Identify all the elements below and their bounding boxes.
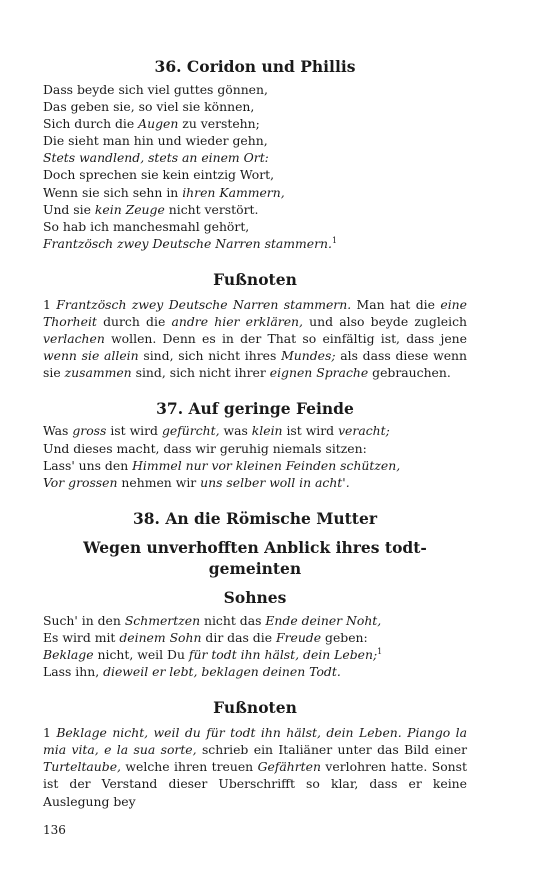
footnote-text-run: eignen Sprache bbox=[269, 365, 369, 381]
footnote-text-run: und also beyde zugleich bbox=[302, 314, 467, 330]
poem-line bbox=[43, 235, 467, 252]
poem-line bbox=[43, 115, 467, 132]
poem-36 bbox=[43, 81, 467, 252]
footnote-text-run: sind, sich nicht ihrer bbox=[131, 365, 270, 381]
footnote-text-run: zusammen bbox=[64, 365, 132, 381]
poem-text-run: Vor grossen bbox=[43, 474, 118, 490]
footnote-marker: 1 bbox=[377, 646, 383, 656]
poem-text-run: dieweil er lebt, beklagen deinen Todt. bbox=[103, 664, 341, 680]
poem-text-run: Augen bbox=[138, 116, 179, 132]
poem-line bbox=[43, 422, 467, 439]
poem-text-run: Dass beyde sich viel guttes gönnen, bbox=[43, 82, 268, 97]
poem-line bbox=[43, 457, 467, 474]
poem-text-run: uns selber woll in acht'. bbox=[200, 474, 350, 490]
poem-text-run: für todt ihn hälst, dein Leben; bbox=[188, 646, 378, 662]
section-title-37: 37. Auf geringe Feinde bbox=[156, 399, 354, 419]
footnote-text-run: schrieb ein Italiäner unter das Bild einer bbox=[196, 742, 467, 758]
poem-text-run: Es wird mit bbox=[43, 629, 120, 645]
poem-text-run: Ende deiner Noht, bbox=[265, 612, 382, 628]
poem-37 bbox=[43, 422, 467, 490]
footnote-text-run: Man hat die bbox=[351, 296, 441, 312]
poem-text-run: gefürcht, bbox=[161, 423, 220, 439]
footnote-text-run: Mundes; bbox=[281, 348, 336, 364]
poem-text-run: Frantzösch zwey Deutsche Narren stammern. bbox=[43, 235, 332, 251]
poem-text-run: Such' in den bbox=[43, 612, 125, 628]
poem-text-run: veracht; bbox=[338, 423, 390, 439]
poem-line bbox=[43, 612, 467, 629]
footnote-text-run: andre hier erklären, bbox=[171, 314, 303, 330]
footnotes-heading-2: Fußnoten bbox=[213, 698, 297, 718]
page-body bbox=[43, 56, 467, 810]
poem-text-run: deinem Sohn bbox=[119, 629, 202, 645]
poem-text-run: nicht, weil Du bbox=[93, 646, 189, 662]
footnote-text-run: Frantzösch zwey Deutsche Narren stammern. bbox=[56, 296, 352, 312]
poem-text-run: dir das die bbox=[201, 629, 276, 645]
poem-line bbox=[43, 663, 467, 680]
section-title-38: 38. An die Römische Mutter bbox=[132, 508, 377, 528]
section-subtitle-38a: Wegen unverhofften Anblick ihres todt-gemeinten bbox=[83, 537, 427, 578]
poem-text-run: Schmertzen bbox=[124, 612, 201, 628]
poem-text-run: Die sieht man hin und wieder gehn, bbox=[43, 133, 268, 149]
poem-text-run: was bbox=[219, 423, 252, 439]
footnotes-heading-1: Fußnoten bbox=[213, 269, 297, 289]
poem-text-run: ist wird bbox=[282, 423, 339, 439]
poem-text-run: zu verstehn; bbox=[178, 116, 260, 132]
poem-text-run: So hab ich manchesmahl gehört, bbox=[43, 218, 250, 234]
section-title-36: 36. Coridon und Phillis bbox=[154, 57, 356, 76]
poem-text-run: Und sie bbox=[43, 201, 95, 217]
footnote-text-run: als dass diese wenn sie bbox=[43, 348, 467, 381]
footnote-text-run: wenn sie allein bbox=[43, 348, 139, 364]
page-number: 136 bbox=[43, 823, 66, 837]
poem-text-run: Sich durch die bbox=[43, 116, 139, 132]
poem-line bbox=[43, 201, 467, 218]
poem-line bbox=[43, 184, 467, 201]
poem-text-run: nehmen wir bbox=[117, 474, 201, 490]
poem-text-run: Stets wandlend, stets an einem Ort: bbox=[43, 150, 269, 166]
poem-38 bbox=[43, 612, 467, 680]
poem-line bbox=[43, 629, 467, 646]
footnote-text-run: verlachen bbox=[43, 331, 105, 347]
poem-text-run: Doch sprechen sie kein eintzig Wort, bbox=[43, 167, 275, 183]
poem-line bbox=[43, 646, 467, 663]
footnote-text-run: durch die bbox=[96, 314, 172, 330]
poem-text-run: gross bbox=[72, 423, 107, 439]
poem-text-run: ist wird bbox=[106, 423, 162, 439]
footnote-text-run: 1 bbox=[43, 725, 57, 741]
poem-text-run: nicht das bbox=[200, 612, 266, 628]
poem-line bbox=[43, 440, 467, 457]
footnote-text-run: sind, sich nicht ihres bbox=[138, 348, 282, 364]
footnote-1 bbox=[43, 296, 467, 381]
poem-line bbox=[43, 132, 467, 149]
poem-text-run: klein bbox=[251, 423, 283, 439]
poem-text-run: Das geben sie, so viel sie können, bbox=[43, 99, 255, 115]
footnote-2 bbox=[43, 724, 467, 809]
poem-text-run: Beklage bbox=[43, 646, 94, 662]
poem-line bbox=[43, 218, 467, 235]
footnote-text-run: welche ihren treuen bbox=[121, 759, 258, 775]
poem-text-run: Und dieses macht, dass wir geruhig niemals sitzen: bbox=[43, 440, 367, 456]
poem-text-run: geben: bbox=[321, 629, 368, 645]
poem-text-run: Lass' uns den bbox=[43, 457, 133, 473]
poem-line bbox=[43, 474, 467, 491]
footnote-text-run: verlohren hatte. Sonst ist der Verstand dieser Uberschrifft so klar, dass er keine Auslegung bey bbox=[43, 759, 467, 809]
footnote-text-run: Beklage nicht, weil du für todt ihn hälst, dein Leben. Piango la mia vita, e la sua sorte, bbox=[43, 725, 467, 758]
footnote-text-run: gebrauchen. bbox=[368, 365, 451, 381]
footnote-text-run: Gefährten bbox=[257, 759, 321, 775]
poem-text-run: nicht verstört. bbox=[164, 201, 259, 217]
footnote-text-run: Turteltaube, bbox=[43, 759, 121, 775]
footnote-text-run: eine Thorheit bbox=[43, 296, 467, 330]
poem-text-run: Was bbox=[43, 423, 73, 439]
poem-line bbox=[43, 98, 467, 115]
poem-text-run: Himmel nur vor kleinen Feinden schützen, bbox=[132, 457, 401, 473]
footnote-text-run: wollen. Denn es in der That so einfältig ist, dass jene bbox=[104, 331, 467, 347]
poem-text-run: Lass ihn, bbox=[43, 664, 104, 680]
poem-line bbox=[43, 166, 467, 183]
poem-text-run: Freude bbox=[275, 629, 322, 645]
poem-text-run: Wenn sie sich sehn in bbox=[43, 184, 183, 200]
poem-text-run: kein Zeuge bbox=[94, 201, 165, 217]
poem-text-run: ihren Kammern, bbox=[182, 184, 285, 200]
poem-line bbox=[43, 81, 467, 98]
poem-line bbox=[43, 149, 467, 166]
footnote-text-run: 1 bbox=[43, 296, 57, 312]
section-subtitle-38b: Sohnes bbox=[223, 587, 287, 607]
footnote-marker: 1 bbox=[331, 235, 338, 245]
